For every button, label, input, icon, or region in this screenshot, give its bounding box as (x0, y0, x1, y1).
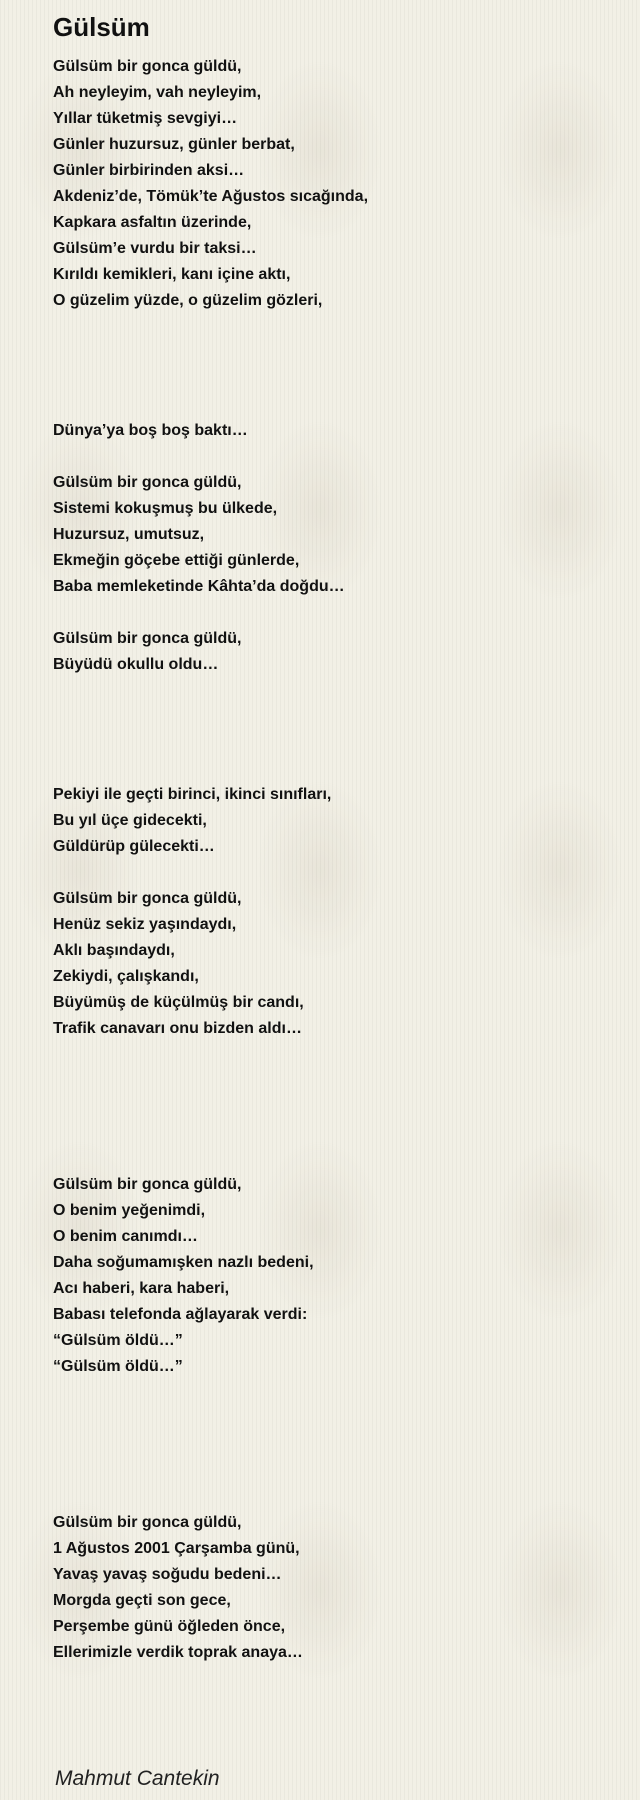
poem-line: Kırıldı kemikleri, kanı içine aktı, (53, 266, 291, 283)
poem-line: Gülsüm bir gonca güldü, (53, 890, 242, 907)
poem-line: Daha soğumamışken nazlı bedeni, (53, 1254, 314, 1271)
poem-line: Gülsüm bir gonca güldü, (53, 474, 242, 491)
poem-line: O benim yeğenimdi, (53, 1202, 206, 1219)
stanza (53, 54, 613, 314)
stanza-gap (53, 444, 613, 470)
stanza-gap (53, 678, 613, 782)
poem-line: Ah neyleyim, vah neyleyim, (53, 84, 262, 101)
poem-line: Günler huzursuz, günler berbat, (53, 136, 295, 153)
poem-line: Güldürüp gülecekti… (53, 838, 215, 855)
poem-line: O güzelim yüzde, o güzelim gözleri, (53, 292, 323, 309)
poem-line: Huzursuz, umutsuz, (53, 526, 205, 543)
stanza-gap (53, 600, 613, 626)
poem-line: Gülsüm bir gonca güldü, (53, 1176, 242, 1193)
poem-line: Baba memleketinde Kâhta’da doğdu… (53, 578, 345, 595)
stanza-gap (53, 1042, 613, 1172)
poem (53, 0, 613, 1794)
poem-line: Yavaş yavaş soğudu bedeni… (53, 1566, 282, 1583)
poem-line: O benim canımdı… (53, 1228, 198, 1245)
poem-line: Gülsüm’e vurdu bir taksi… (53, 240, 257, 257)
poem-line: Ellerimizle verdik toprak anaya… (53, 1644, 303, 1661)
poem-line: 1 Ağustos 2001 Çarşamba günü, (53, 1540, 300, 1557)
poem-line: Sistemi kokuşmuş bu ülkede, (53, 500, 278, 517)
poem-line: Günler birbirinden aksi… (53, 162, 245, 179)
poem-line: Perşembe günü öğleden önce, (53, 1618, 286, 1635)
poem-line: Babası telefonda ağlayarak verdi: (53, 1306, 308, 1323)
poem-line: Acı haberi, kara haberi, (53, 1280, 230, 1297)
poem-line: Trafik canavarı onu bizden aldı… (53, 1020, 302, 1037)
stanza (53, 418, 613, 444)
stanza (53, 470, 613, 600)
stanza (53, 1510, 613, 1666)
stanza-gap (53, 1380, 613, 1510)
poem-line: Kapkara asfaltın üzerinde, (53, 214, 252, 231)
stanza (53, 626, 613, 678)
poem-line: Bu yıl üçe gidecekti, (53, 812, 207, 829)
poem-line: Pekiyi ile geçti birinci, ikinci sınıfları, (53, 786, 332, 803)
poem-line: Gülsüm bir gonca güldü, (53, 58, 242, 75)
poem-line: Henüz sekiz yaşındaydı, (53, 916, 237, 933)
poem-line: “Gülsüm öldü…” (53, 1358, 183, 1375)
poem-line: Zekiydi, çalışkandı, (53, 968, 199, 985)
poem-line: Ekmeğin göçebe ettiği günlerde, (53, 552, 300, 569)
stanza (53, 886, 613, 1042)
poem-line: Morgda geçti son gece, (53, 1592, 231, 1609)
poem-line: Büyümüş de küçülmüş bir candı, (53, 994, 304, 1011)
poem-line: Dünya’ya boş boş baktı… (53, 422, 248, 439)
poem-title: Gülsüm (53, 12, 150, 42)
stanza-gap (53, 860, 613, 886)
poem-line: Yıllar tüketmiş sevgiyi… (53, 110, 238, 127)
stanza-gap (53, 314, 613, 418)
stanza (53, 1172, 613, 1380)
poem-line: “Gülsüm öldü…” (53, 1332, 183, 1349)
poem-line: Gülsüm bir gonca güldü, (53, 1514, 242, 1531)
poem-author: Mahmut Cantekin (55, 1767, 220, 1790)
stanza-gap (53, 1666, 613, 1764)
poem-line: Büyüdü okullu oldu… (53, 656, 219, 673)
poem-line: Aklı başındaydı, (53, 942, 175, 959)
stanza (53, 782, 613, 860)
poem-line: Akdeniz’de, Tömük’te Ağustos sıcağında, (53, 188, 369, 205)
poem-line: Gülsüm bir gonca güldü, (53, 630, 242, 647)
